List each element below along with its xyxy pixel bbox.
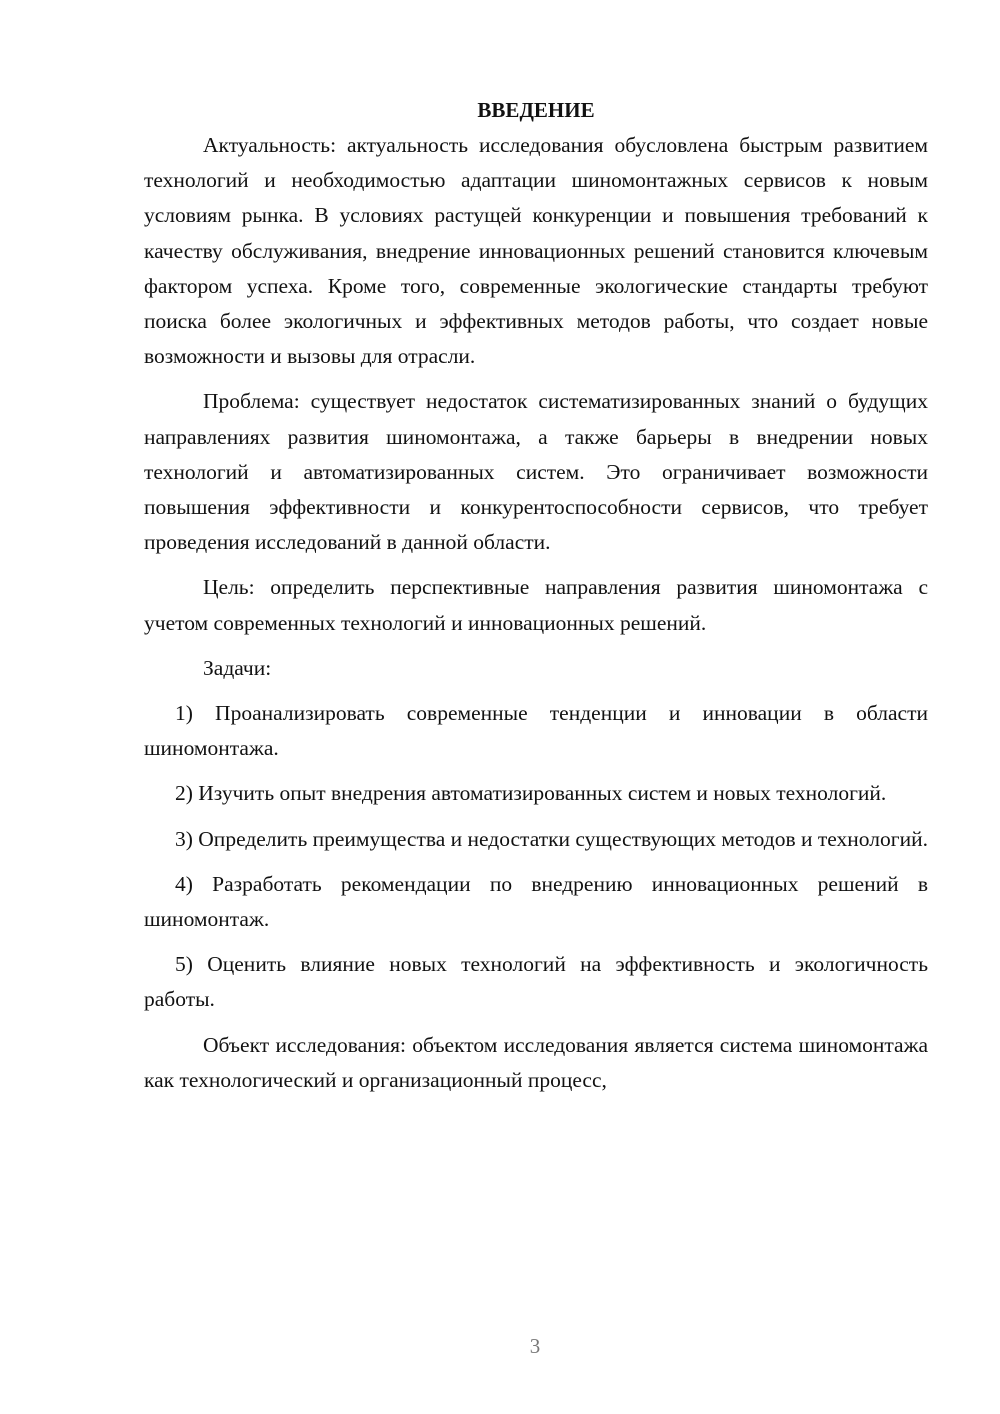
task-item: 5) Оценить влияние новых технологий на эффективность и экологичность работы. [144, 952, 928, 1012]
paragraph-tasks-label: Задачи: [203, 655, 272, 680]
paragraph-object: Объект исследования: объектом исследования является система шиномонтажа как технологический и организационный процесс, [144, 1032, 928, 1092]
task-item: 4) Разработать рекомендации по внедрению инновационных решений в шиномонтаж. [144, 871, 928, 932]
page-number: 3 [529, 1334, 541, 1358]
paragraph-relevance: Актуальность: актуальность исследования обусловлена быстрым развитием технологий и необходимостью адаптации шиномонтажных сервисов к новым условиям рынка. В условиях растущей конкуренции и повышения требований к качеству обслуживания, внедрение инновационных решений становится ключевым фактором успеха. Кроме того, современные экологические стандарты требуют поиска более экологичных и эффективных методов работы, что создает новые возможности и вызовы для отрасли. [144, 133, 928, 369]
task-item: 3) Определить преимущества и недостатки существующих методов и технологий. [175, 826, 928, 851]
paragraph-goal: Цель: определить перспективные направления развития шиномонтажа с учетом современных технологий и инновационных решений. [144, 575, 928, 635]
paragraph-problem: Проблема: существует недостаток систематизированных знаний о будущих направлениях развития шиномонтажа, а также барьеры в внедрении новых технологий и автоматизированных систем. Это ограничивает возможности повышения эффективности и конкурентоспособности сервисов, что требует проведения исследований в данной области. [144, 389, 928, 555]
page-content [144, 92, 928, 1098]
task-item: 1) Проанализировать современные тенденции и инновации в области шиномонтажа. [144, 701, 928, 761]
task-item: 2) Изучить опыт внедрения автоматизированных систем и новых технологий. [175, 781, 887, 806]
section-heading: ВВЕДЕНИЕ [477, 98, 595, 122]
